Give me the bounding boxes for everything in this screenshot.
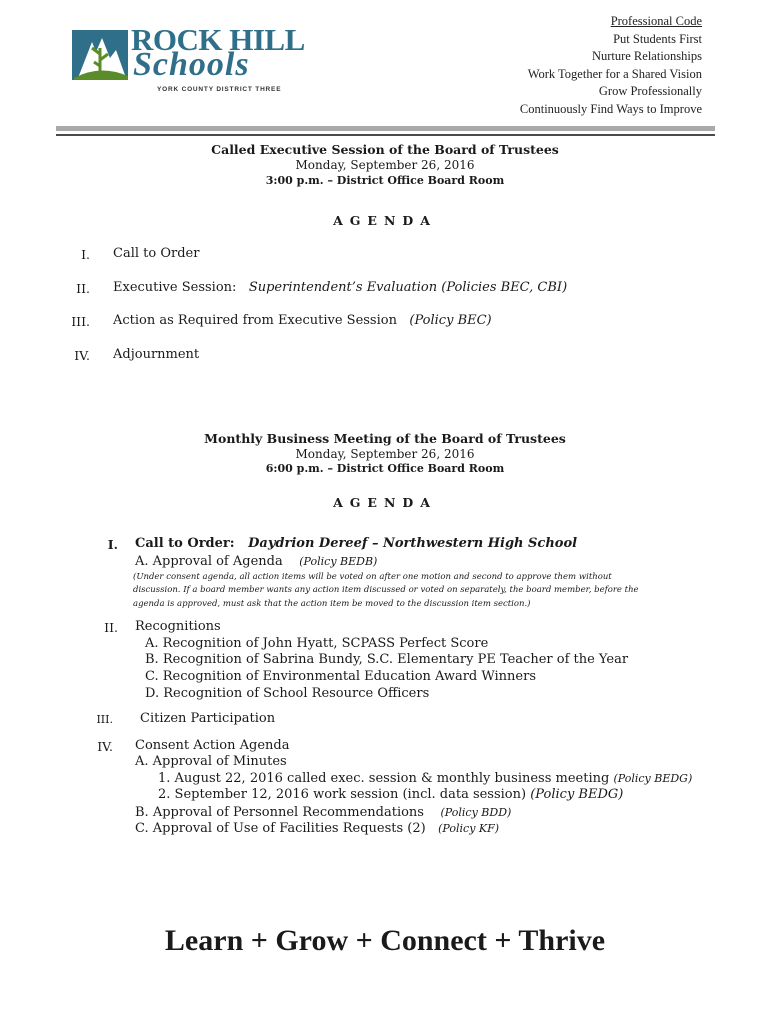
session2-consent-action-agenda: Consent Action Agenda xyxy=(135,738,290,753)
policy-ref: (Policy BEDG) xyxy=(530,787,624,802)
session2-time: 6:00 p.m. – District Office Board Room xyxy=(265,462,505,475)
recognition-item: C. Recognition of Environmental Education Award Winners xyxy=(145,669,537,684)
note-line: (Under consent agenda, all action items will be voted on after one motion and second to approve them without xyxy=(133,572,612,582)
footer-slogan: Learn + Grow + Connect + Thrive xyxy=(164,924,606,957)
item-number: III. xyxy=(71,314,90,329)
session1-agenda-heading: AGENDA xyxy=(333,213,437,228)
approval-of-agenda xyxy=(135,554,377,569)
approval-personnel xyxy=(135,805,511,820)
session2-agenda-heading: AGENDA xyxy=(333,495,437,510)
session1-item-adjournment: Adjournment xyxy=(113,347,200,362)
note-line: agenda is approved, must ask that the action item be moved to the discussion item section.) xyxy=(133,598,531,609)
item-text: Action as Required from Executive Session xyxy=(113,313,397,328)
item-number: II. xyxy=(76,281,90,296)
item-note: Superintendent’s Evaluation (Policies BEC, CBI) xyxy=(248,280,568,295)
note-line: discussion. If a board member wants any action item discussed or voted on separately, the board member, before the xyxy=(133,585,639,596)
approval-of-minutes: A. Approval of Minutes xyxy=(135,754,287,769)
policy-ref: (Policy KF) xyxy=(438,822,500,835)
item-note: (Policy BEC) xyxy=(409,313,492,328)
code-line: Nurture Relationships xyxy=(591,49,702,64)
speaker-name: Daydrion Dereef – Northwestern High School xyxy=(248,536,578,551)
professional-code xyxy=(520,13,702,119)
minutes-item xyxy=(158,787,623,802)
header-divider-thick xyxy=(56,126,715,131)
consent-agenda-note xyxy=(133,571,713,611)
sub-item-text: A. Approval of Agenda xyxy=(135,554,283,569)
recognition-item: A. Recognition of John Hyatt, SCPASS Perfect Score xyxy=(145,636,489,651)
minutes-item xyxy=(158,771,692,786)
session1-item-executive-session xyxy=(113,280,567,295)
tree-hill-emblem-icon xyxy=(70,28,134,84)
session2-title: Monthly Business Meeting of the Board of Trustees xyxy=(204,431,566,446)
item-number: I. xyxy=(81,247,90,262)
item-label: Call to Order: xyxy=(135,536,235,551)
code-line: Continuously Find Ways to Improve xyxy=(519,101,702,116)
minutes-text: 2. September 12, 2016 work session (incl. data session) xyxy=(158,787,527,802)
approval-facilities xyxy=(135,821,499,836)
item-number: III. xyxy=(96,713,113,726)
item-text: Executive Session: xyxy=(113,280,237,295)
minutes-text: 1. August 22, 2016 called exec. session & monthly business meeting xyxy=(158,771,610,786)
session1-title: Called Executive Session of the Board of Trustees xyxy=(211,142,559,157)
session2-citizen-participation: Citizen Participation xyxy=(140,711,276,726)
session2-call-to-order xyxy=(135,536,577,551)
session1-item-call-to-order: Call to Order xyxy=(113,246,200,261)
sub-item-text: B. Approval of Personnel Recommendations xyxy=(135,805,424,820)
recognition-item: D. Recognition of School Resource Officers xyxy=(145,686,430,701)
code-line: Work Together for a Shared Vision xyxy=(527,66,702,81)
session1-item-action xyxy=(113,313,492,328)
sub-item-text: C. Approval of Use of Facilities Requests (2) xyxy=(135,821,426,836)
logo-title: ROCK HILL xyxy=(131,22,305,57)
recognition-item: B. Recognition of Sabrina Bundy, S.C. Elementary PE Teacher of the Year xyxy=(145,652,629,667)
logo-subtitle: YORK COUNTY DISTRICT THREE xyxy=(157,86,282,93)
item-number: IV. xyxy=(74,348,90,363)
policy-ref: (Policy BDD) xyxy=(440,806,512,819)
logo-script: Schools xyxy=(133,46,250,83)
session1-date: Monday, September 26, 2016 xyxy=(295,158,475,172)
item-number: I. xyxy=(107,537,118,552)
session2-recognitions: Recognitions xyxy=(135,619,221,634)
session2-date: Monday, September 26, 2016 xyxy=(295,447,475,461)
code-line: Put Students First xyxy=(613,31,702,46)
professional-code-title: Professional Code xyxy=(610,14,702,28)
header-divider-thin xyxy=(56,134,715,136)
item-number: IV. xyxy=(97,739,113,754)
policy-ref: (Policy BEDG) xyxy=(613,772,693,785)
policy-ref: (Policy BEDB) xyxy=(299,555,378,568)
session1-time: 3:00 p.m. – District Office Board Room xyxy=(265,174,505,187)
item-number: II. xyxy=(104,620,118,635)
code-line: Grow Professionally xyxy=(598,84,702,99)
